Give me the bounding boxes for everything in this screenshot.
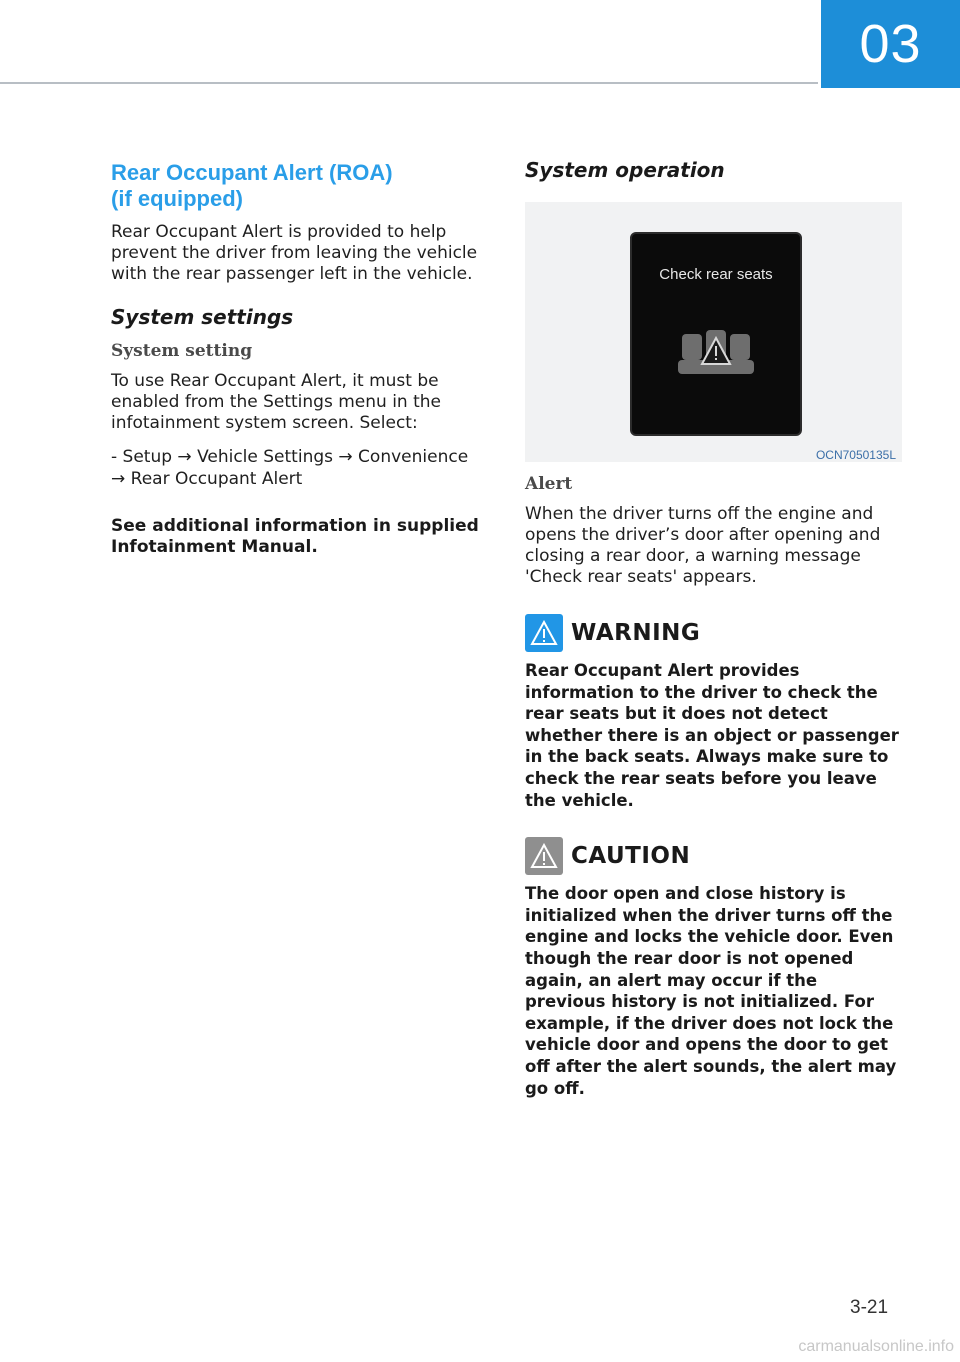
section-title-line1: Rear Occupant Alert (ROA)	[111, 160, 393, 185]
cluster-message: Check rear seats	[659, 266, 773, 283]
warning-title: WARNING	[571, 620, 701, 646]
system-operation-heading: System operation	[525, 158, 725, 182]
warning-text: Rear Occupant Alert provides information to the driver to check the rear seats but it does not detect whether there is an object or passenger in the back seats. Always make sure to check the rear seats before you leave the vehicle.	[525, 661, 899, 810]
figure-code: OCN7050135L	[815, 448, 896, 462]
rear-seat-warning-icon	[676, 320, 756, 384]
section-title-line2: (if equipped)	[111, 186, 243, 211]
menu-path-line1: - Setup → Vehicle Settings → Convenience	[111, 447, 469, 467]
alert-paragraph: When the driver turns off the engine and opens the driver’s door after opening and closing a rear door, a warning message 'Check rear seats' appears.	[525, 504, 881, 587]
page-number: 3-21	[850, 1297, 889, 1318]
caution-badge	[525, 837, 563, 875]
right-column	[525, 158, 902, 1099]
alert-heading: Alert	[525, 474, 573, 494]
header-rule	[0, 82, 818, 84]
chapter-number: 03	[859, 14, 922, 74]
warning-triangle-icon	[530, 620, 558, 646]
menu-path-line2: → Rear Occupant Alert	[111, 469, 303, 489]
see-more-note: See additional information in supplied Infotainment Manual.	[111, 516, 479, 557]
chapter-tab	[821, 0, 960, 88]
section-title	[111, 160, 496, 212]
caution-header	[525, 837, 902, 875]
cluster-figure	[525, 202, 902, 462]
warning-header	[525, 614, 902, 652]
watermark: carmanualsonline.info	[798, 1338, 954, 1355]
warning-badge	[525, 614, 563, 652]
left-column	[111, 160, 496, 558]
cluster-display	[630, 232, 802, 436]
caution-text: The door open and close history is initialized when the driver turns off the engine and locks the vehicle door. Even though the rear door is not opened again, an alert may occur if the previous history is not initialized. For example, if the driver does not lock the vehicle door and opens the door to get off after the alert sounds, the alert may go off.	[525, 884, 897, 1098]
warning-triangle-icon	[530, 843, 558, 869]
intro-paragraph: Rear Occupant Alert is provided to help prevent the driver from leaving the vehicle with the rear passenger left in the vehicle.	[111, 222, 478, 284]
setting-paragraph: To use Rear Occupant Alert, it must be enabled from the Settings menu in the infotainment system screen. Select:	[111, 371, 441, 433]
system-setting-subheading: System setting	[111, 341, 253, 361]
system-settings-heading: System settings	[111, 305, 294, 329]
caution-title: CAUTION	[571, 843, 691, 870]
